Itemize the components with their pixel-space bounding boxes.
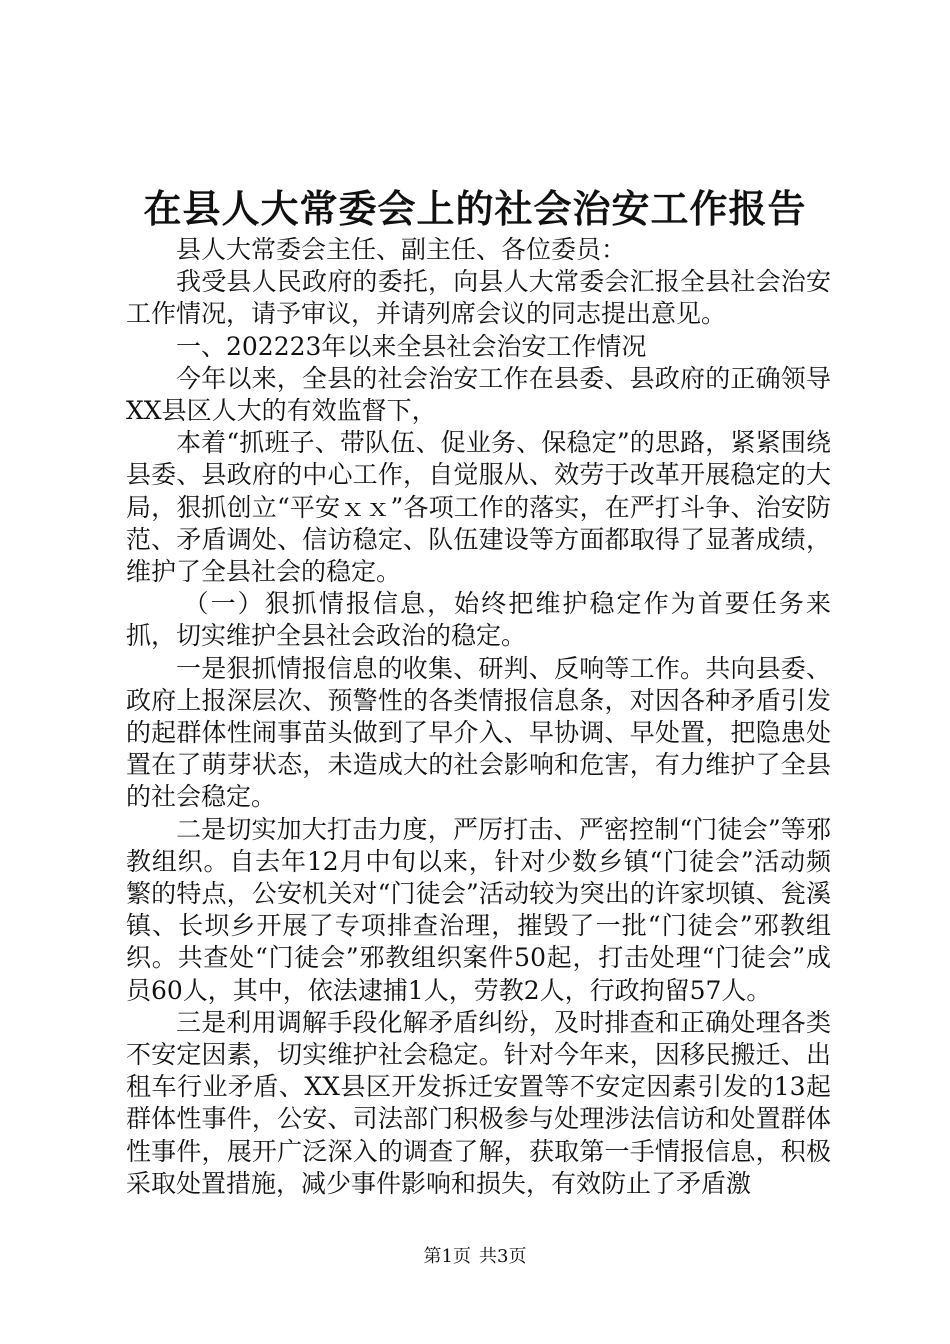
page-footer bbox=[0, 1245, 950, 1269]
body-paragraph: 今年以来，全县的社会治安工作在县委、县政府的正确领导XX县区人大的有效监督下， bbox=[126, 363, 831, 426]
salutation-paragraph: 县人大常委会主任、副主任、各位委员： bbox=[176, 235, 627, 264]
body-paragraph: 本着“抓班子、带队伍、促业务、保稳定”的思路，紧紧围绕县委、县政府的中心工作，自觉服从、效劳于改革开展稳定的大局，狠抓创立“平安ｘｘ”各项工作的落实，在严打斗争、治安防范、矛盾调处、信访稳定、队伍建设等方面都取得了显著成绩，维护了全县社会的稳定。 bbox=[126, 428, 831, 587]
body-paragraph: 三是利用调解手段化解矛盾纠纷，及时排查和正确处理各类不安定因素，切实维护社会稳定。针对今年来，因移民搬迁、出租车行业矛盾、XX县区开发拆迁安置等不安定因素引发的13起群体性事件，公安、司法部门积极参与处理涉法信访和处置群体性事件，展开广泛深入的调查了解，获取第一手情报信息，积极采取处置措施，减少事件影响和损失，有效防止了矛盾激 bbox=[126, 1007, 831, 1198]
document-title: 在县人大常委会上的社会治安工作报告 bbox=[143, 186, 807, 231]
intro-paragraph: 我受县人民政府的委托，向县人大常委会汇报全县社会治安工作情况，请予审议，并请列席会议的同志提出意见。 bbox=[126, 267, 831, 329]
page-total: 共3页 bbox=[479, 1246, 527, 1267]
subsection-heading: （一）狠抓情报信息，始终把维护稳定作为首要任务来抓，切实维护全县社会政治的稳定。 bbox=[126, 589, 831, 651]
document-body bbox=[126, 234, 831, 1200]
page-number: 第1页 bbox=[423, 1246, 471, 1267]
body-paragraph: 二是切实加大打击力度，严厉打击、严密控制“门徒会”等邪教组织。自去年12月中旬以来，针对少数乡镇“门徒会”活动频繁的特点，公安机关对“门徒会”活动较为突出的许家坝镇、瓮溪镇、长坝乡开展了专项排查治理，摧毁了一批“门徒会”邪教组织。共查处“门徒会”邪教组织案件50起，打击处理“门徒会”成员60人，其中，依法逮捕1人，劳教2人，行政拘留57人。 bbox=[126, 814, 831, 1005]
section-heading: 一、202223年以来全县社会治安工作情况 bbox=[176, 331, 647, 361]
body-paragraph: 一是狠抓情报信息的收集、研判、反响等工作。共向县委、政府上报深层次、预警性的各类情报信息条，对因各种矛盾引发的起群体性闹事苗头做到了早介入、早协调、早处置，把隐患处置在了萌芽状态，未造成大的社会影响和危害，有力维护了全县的社会稳定。 bbox=[126, 653, 831, 812]
